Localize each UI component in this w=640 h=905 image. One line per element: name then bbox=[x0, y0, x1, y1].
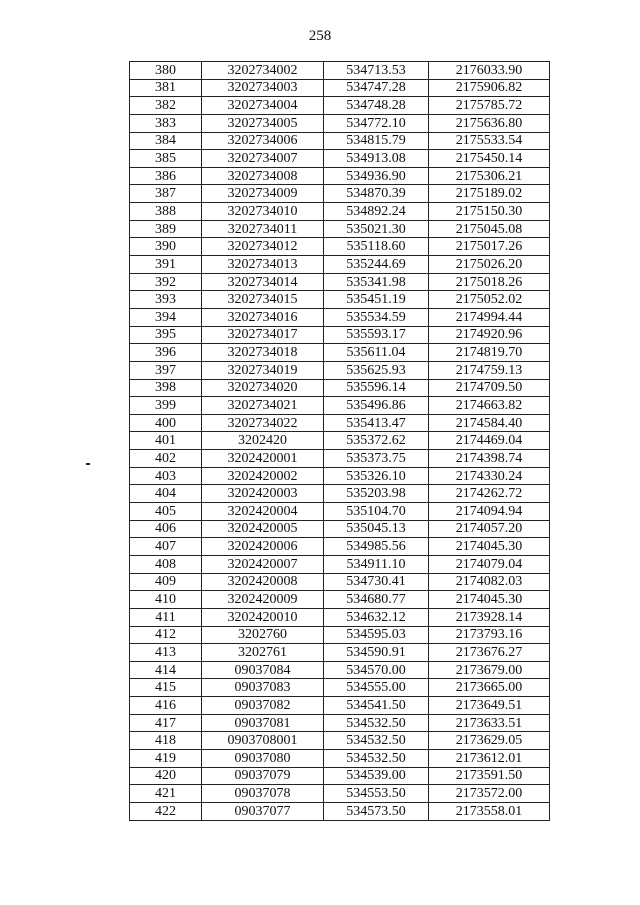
row-number-cell: 382 bbox=[130, 97, 202, 115]
y-coordinate-cell: 2175052.02 bbox=[429, 291, 550, 309]
table-row bbox=[130, 450, 550, 468]
table-row bbox=[130, 132, 550, 150]
row-number-cell: 392 bbox=[130, 273, 202, 291]
point-code-cell: 3202734012 bbox=[202, 238, 324, 256]
point-code-cell: 3202734004 bbox=[202, 97, 324, 115]
table-row bbox=[130, 220, 550, 238]
x-coordinate-cell: 534713.53 bbox=[324, 62, 429, 80]
row-number-cell: 420 bbox=[130, 767, 202, 785]
x-coordinate-cell: 535593.17 bbox=[324, 326, 429, 344]
x-coordinate-cell: 534553.50 bbox=[324, 785, 429, 803]
y-coordinate-cell: 2175636.80 bbox=[429, 114, 550, 132]
x-coordinate-cell: 534892.24 bbox=[324, 203, 429, 221]
point-code-cell: 3202734010 bbox=[202, 203, 324, 221]
row-number-cell: 407 bbox=[130, 538, 202, 556]
y-coordinate-cell: 2174759.13 bbox=[429, 361, 550, 379]
point-code-cell: 09037081 bbox=[202, 714, 324, 732]
row-number-cell: 389 bbox=[130, 220, 202, 238]
point-code-cell: 3202734019 bbox=[202, 361, 324, 379]
y-coordinate-cell: 2174082.03 bbox=[429, 573, 550, 591]
y-coordinate-cell: 2173572.00 bbox=[429, 785, 550, 803]
y-coordinate-cell: 2175017.26 bbox=[429, 238, 550, 256]
row-number-cell: 417 bbox=[130, 714, 202, 732]
row-number-cell: 421 bbox=[130, 785, 202, 803]
y-coordinate-cell: 2173793.16 bbox=[429, 626, 550, 644]
point-code-cell: 3202734015 bbox=[202, 291, 324, 309]
x-coordinate-cell: 534870.39 bbox=[324, 185, 429, 203]
row-number-cell: 409 bbox=[130, 573, 202, 591]
x-coordinate-cell: 534936.90 bbox=[324, 167, 429, 185]
point-code-cell: 3202734018 bbox=[202, 344, 324, 362]
x-coordinate-cell: 534532.50 bbox=[324, 732, 429, 750]
point-code-cell: 3202420 bbox=[202, 432, 324, 450]
row-number-cell: 383 bbox=[130, 114, 202, 132]
table-row bbox=[130, 661, 550, 679]
table-row bbox=[130, 432, 550, 450]
point-code-cell: 3202420010 bbox=[202, 608, 324, 626]
y-coordinate-cell: 2175018.26 bbox=[429, 273, 550, 291]
table-row bbox=[130, 697, 550, 715]
row-number-cell: 386 bbox=[130, 167, 202, 185]
row-number-cell: 394 bbox=[130, 308, 202, 326]
point-code-cell: 3202420005 bbox=[202, 520, 324, 538]
point-code-cell: 09037079 bbox=[202, 767, 324, 785]
x-coordinate-cell: 535625.93 bbox=[324, 361, 429, 379]
point-code-cell: 0903708001 bbox=[202, 732, 324, 750]
point-code-cell: 3202420004 bbox=[202, 503, 324, 521]
x-coordinate-cell: 535118.60 bbox=[324, 238, 429, 256]
row-number-cell: 416 bbox=[130, 697, 202, 715]
x-coordinate-cell: 534541.50 bbox=[324, 697, 429, 715]
y-coordinate-cell: 2173676.27 bbox=[429, 644, 550, 662]
row-number-cell: 387 bbox=[130, 185, 202, 203]
y-coordinate-cell: 2174330.24 bbox=[429, 467, 550, 485]
point-code-cell: 3202420003 bbox=[202, 485, 324, 503]
row-number-cell: 384 bbox=[130, 132, 202, 150]
point-code-cell: 3202734013 bbox=[202, 256, 324, 274]
point-code-cell: 3202734007 bbox=[202, 150, 324, 168]
table-row bbox=[130, 256, 550, 274]
x-coordinate-cell: 535451.19 bbox=[324, 291, 429, 309]
point-code-cell: 09037078 bbox=[202, 785, 324, 803]
row-number-cell: 398 bbox=[130, 379, 202, 397]
x-coordinate-cell: 534747.28 bbox=[324, 79, 429, 97]
row-number-cell: 412 bbox=[130, 626, 202, 644]
y-coordinate-cell: 2176033.90 bbox=[429, 62, 550, 80]
x-coordinate-cell: 534730.41 bbox=[324, 573, 429, 591]
table-row bbox=[130, 414, 550, 432]
table-row bbox=[130, 291, 550, 309]
x-coordinate-cell: 534985.56 bbox=[324, 538, 429, 556]
x-coordinate-cell: 534680.77 bbox=[324, 591, 429, 609]
table-row bbox=[130, 538, 550, 556]
point-code-cell: 3202734022 bbox=[202, 414, 324, 432]
table-row bbox=[130, 626, 550, 644]
table-row bbox=[130, 308, 550, 326]
table-row bbox=[130, 79, 550, 97]
y-coordinate-cell: 2175045.08 bbox=[429, 220, 550, 238]
table-row bbox=[130, 203, 550, 221]
y-coordinate-cell: 2175450.14 bbox=[429, 150, 550, 168]
y-coordinate-cell: 2175533.54 bbox=[429, 132, 550, 150]
table-row bbox=[130, 379, 550, 397]
x-coordinate-cell: 535244.69 bbox=[324, 256, 429, 274]
row-number-cell: 404 bbox=[130, 485, 202, 503]
y-coordinate-cell: 2174045.30 bbox=[429, 591, 550, 609]
point-code-cell: 3202420002 bbox=[202, 467, 324, 485]
table-row bbox=[130, 591, 550, 609]
table-row bbox=[130, 114, 550, 132]
point-code-cell: 09037083 bbox=[202, 679, 324, 697]
row-number-cell: 408 bbox=[130, 555, 202, 573]
point-code-cell: 3202734008 bbox=[202, 167, 324, 185]
y-coordinate-cell: 2174045.30 bbox=[429, 538, 550, 556]
table-row bbox=[130, 185, 550, 203]
point-code-cell: 3202420008 bbox=[202, 573, 324, 591]
x-coordinate-cell: 535373.75 bbox=[324, 450, 429, 468]
row-number-cell: 401 bbox=[130, 432, 202, 450]
x-coordinate-cell: 534590.91 bbox=[324, 644, 429, 662]
row-number-cell: 413 bbox=[130, 644, 202, 662]
y-coordinate-cell: 2173612.01 bbox=[429, 749, 550, 767]
row-number-cell: 380 bbox=[130, 62, 202, 80]
y-coordinate-cell: 2173928.14 bbox=[429, 608, 550, 626]
table-row bbox=[130, 485, 550, 503]
row-number-cell: 396 bbox=[130, 344, 202, 362]
point-code-cell: 3202760 bbox=[202, 626, 324, 644]
point-code-cell: 3202761 bbox=[202, 644, 324, 662]
x-coordinate-cell: 535203.98 bbox=[324, 485, 429, 503]
row-number-cell: 381 bbox=[130, 79, 202, 97]
row-number-cell: 400 bbox=[130, 414, 202, 432]
y-coordinate-cell: 2173665.00 bbox=[429, 679, 550, 697]
x-coordinate-cell: 535496.86 bbox=[324, 397, 429, 415]
point-code-cell: 3202734014 bbox=[202, 273, 324, 291]
table-row bbox=[130, 520, 550, 538]
x-coordinate-cell: 534570.00 bbox=[324, 661, 429, 679]
table-row bbox=[130, 802, 550, 820]
x-coordinate-cell: 535326.10 bbox=[324, 467, 429, 485]
table-row bbox=[130, 749, 550, 767]
point-code-cell: 3202734002 bbox=[202, 62, 324, 80]
y-coordinate-cell: 2174079.04 bbox=[429, 555, 550, 573]
point-code-cell: 3202420009 bbox=[202, 591, 324, 609]
row-number-cell: 402 bbox=[130, 450, 202, 468]
x-coordinate-cell: 534532.50 bbox=[324, 749, 429, 767]
x-coordinate-cell: 534539.00 bbox=[324, 767, 429, 785]
table-row bbox=[130, 573, 550, 591]
x-coordinate-cell: 535596.14 bbox=[324, 379, 429, 397]
table-row bbox=[130, 361, 550, 379]
coordinates-table-body bbox=[130, 62, 550, 821]
y-coordinate-cell: 2175785.72 bbox=[429, 97, 550, 115]
row-number-cell: 385 bbox=[130, 150, 202, 168]
x-coordinate-cell: 535611.04 bbox=[324, 344, 429, 362]
x-coordinate-cell: 534815.79 bbox=[324, 132, 429, 150]
table-row bbox=[130, 467, 550, 485]
y-coordinate-cell: 2175026.20 bbox=[429, 256, 550, 274]
table-row bbox=[130, 238, 550, 256]
row-number-cell: 393 bbox=[130, 291, 202, 309]
row-number-cell: 388 bbox=[130, 203, 202, 221]
row-number-cell: 391 bbox=[130, 256, 202, 274]
stray-mark bbox=[86, 463, 90, 465]
table-row bbox=[130, 503, 550, 521]
x-coordinate-cell: 534911.10 bbox=[324, 555, 429, 573]
row-number-cell: 418 bbox=[130, 732, 202, 750]
x-coordinate-cell: 535021.30 bbox=[324, 220, 429, 238]
y-coordinate-cell: 2175906.82 bbox=[429, 79, 550, 97]
row-number-cell: 406 bbox=[130, 520, 202, 538]
y-coordinate-cell: 2174709.50 bbox=[429, 379, 550, 397]
table-row bbox=[130, 785, 550, 803]
point-code-cell: 3202420006 bbox=[202, 538, 324, 556]
point-code-cell: 3202734016 bbox=[202, 308, 324, 326]
row-number-cell: 411 bbox=[130, 608, 202, 626]
table-row bbox=[130, 555, 550, 573]
point-code-cell: 09037077 bbox=[202, 802, 324, 820]
point-code-cell: 3202734005 bbox=[202, 114, 324, 132]
table-row bbox=[130, 97, 550, 115]
row-number-cell: 419 bbox=[130, 749, 202, 767]
y-coordinate-cell: 2174057.20 bbox=[429, 520, 550, 538]
x-coordinate-cell: 534532.50 bbox=[324, 714, 429, 732]
point-code-cell: 3202734009 bbox=[202, 185, 324, 203]
y-coordinate-cell: 2174819.70 bbox=[429, 344, 550, 362]
y-coordinate-cell: 2173591.50 bbox=[429, 767, 550, 785]
x-coordinate-cell: 535534.59 bbox=[324, 308, 429, 326]
x-coordinate-cell: 534573.50 bbox=[324, 802, 429, 820]
point-code-cell: 3202420001 bbox=[202, 450, 324, 468]
point-code-cell: 09037080 bbox=[202, 749, 324, 767]
table-row bbox=[130, 150, 550, 168]
x-coordinate-cell: 535372.62 bbox=[324, 432, 429, 450]
x-coordinate-cell: 534595.03 bbox=[324, 626, 429, 644]
row-number-cell: 405 bbox=[130, 503, 202, 521]
y-coordinate-cell: 2173633.51 bbox=[429, 714, 550, 732]
row-number-cell: 415 bbox=[130, 679, 202, 697]
y-coordinate-cell: 2173629.05 bbox=[429, 732, 550, 750]
row-number-cell: 390 bbox=[130, 238, 202, 256]
y-coordinate-cell: 2175150.30 bbox=[429, 203, 550, 221]
x-coordinate-cell: 534913.08 bbox=[324, 150, 429, 168]
y-coordinate-cell: 2175306.21 bbox=[429, 167, 550, 185]
table-row bbox=[130, 273, 550, 291]
x-coordinate-cell: 535413.47 bbox=[324, 414, 429, 432]
point-code-cell: 3202734020 bbox=[202, 379, 324, 397]
y-coordinate-cell: 2174469.04 bbox=[429, 432, 550, 450]
table-row bbox=[130, 679, 550, 697]
table-row bbox=[130, 326, 550, 344]
row-number-cell: 397 bbox=[130, 361, 202, 379]
x-coordinate-cell: 535104.70 bbox=[324, 503, 429, 521]
row-number-cell: 422 bbox=[130, 802, 202, 820]
table-row bbox=[130, 732, 550, 750]
y-coordinate-cell: 2174262.72 bbox=[429, 485, 550, 503]
y-coordinate-cell: 2174094.94 bbox=[429, 503, 550, 521]
y-coordinate-cell: 2173558.01 bbox=[429, 802, 550, 820]
x-coordinate-cell: 534555.00 bbox=[324, 679, 429, 697]
x-coordinate-cell: 535045.13 bbox=[324, 520, 429, 538]
y-coordinate-cell: 2174663.82 bbox=[429, 397, 550, 415]
y-coordinate-cell: 2173679.00 bbox=[429, 661, 550, 679]
x-coordinate-cell: 534772.10 bbox=[324, 114, 429, 132]
row-number-cell: 399 bbox=[130, 397, 202, 415]
coordinates-table bbox=[129, 61, 550, 821]
y-coordinate-cell: 2174920.96 bbox=[429, 326, 550, 344]
x-coordinate-cell: 534632.12 bbox=[324, 608, 429, 626]
table-row bbox=[130, 397, 550, 415]
y-coordinate-cell: 2175189.02 bbox=[429, 185, 550, 203]
y-coordinate-cell: 2174398.74 bbox=[429, 450, 550, 468]
table-row bbox=[130, 344, 550, 362]
x-coordinate-cell: 534748.28 bbox=[324, 97, 429, 115]
y-coordinate-cell: 2173649.51 bbox=[429, 697, 550, 715]
point-code-cell: 3202420007 bbox=[202, 555, 324, 573]
row-number-cell: 414 bbox=[130, 661, 202, 679]
point-code-cell: 3202734017 bbox=[202, 326, 324, 344]
row-number-cell: 395 bbox=[130, 326, 202, 344]
row-number-cell: 410 bbox=[130, 591, 202, 609]
table-row bbox=[130, 608, 550, 626]
point-code-cell: 09037084 bbox=[202, 661, 324, 679]
row-number-cell: 403 bbox=[130, 467, 202, 485]
y-coordinate-cell: 2174994.44 bbox=[429, 308, 550, 326]
point-code-cell: 3202734021 bbox=[202, 397, 324, 415]
table-row bbox=[130, 767, 550, 785]
point-code-cell: 09037082 bbox=[202, 697, 324, 715]
table-row bbox=[130, 644, 550, 662]
table-row bbox=[130, 62, 550, 80]
y-coordinate-cell: 2174584.40 bbox=[429, 414, 550, 432]
x-coordinate-cell: 535341.98 bbox=[324, 273, 429, 291]
table-row bbox=[130, 167, 550, 185]
page-number: 258 bbox=[308, 28, 332, 44]
point-code-cell: 3202734003 bbox=[202, 79, 324, 97]
point-code-cell: 3202734006 bbox=[202, 132, 324, 150]
point-code-cell: 3202734011 bbox=[202, 220, 324, 238]
table-row bbox=[130, 714, 550, 732]
